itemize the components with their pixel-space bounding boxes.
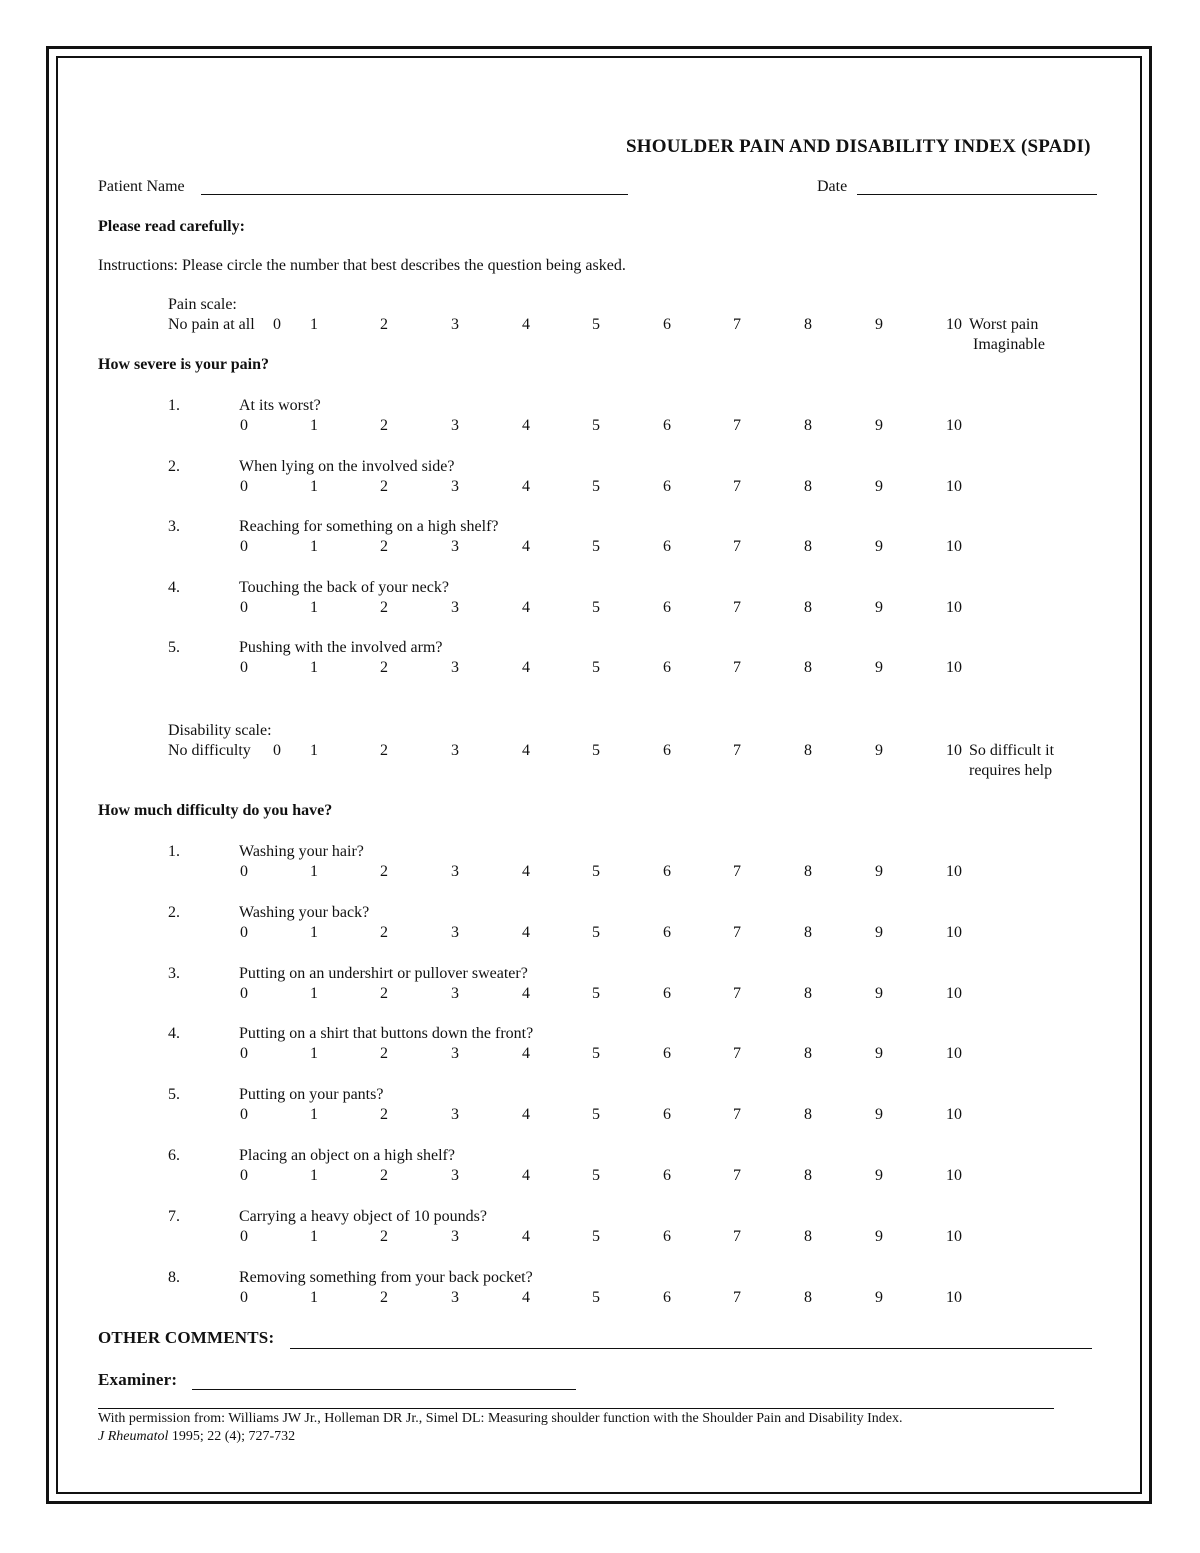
question-text: Washing your back? xyxy=(239,903,370,921)
question-text: Placing an object on a high shelf? xyxy=(239,1147,455,1164)
disability-scale-high-label-2: requires help xyxy=(969,762,1053,779)
pain-q2-option-1[interactable]: 1 xyxy=(310,477,318,495)
disability-q4-option-3[interactable]: 3 xyxy=(451,1045,459,1063)
question-number: 8. xyxy=(168,1268,180,1286)
pain-q3-option-4[interactable]: 4 xyxy=(522,538,530,555)
disability-q8-option-4[interactable]: 4 xyxy=(522,1288,530,1306)
disability-q2-option-2[interactable]: 2 xyxy=(380,923,388,941)
disability-q7-option-3[interactable]: 3 xyxy=(451,1227,459,1245)
disability-q1-option-4[interactable]: 4 xyxy=(522,863,530,880)
question-text: Pushing with the involved arm? xyxy=(239,639,443,656)
disability-q6-option-0[interactable]: 0 xyxy=(240,1167,248,1184)
disability-q1-option-1[interactable]: 1 xyxy=(310,863,318,880)
disability-q4-option-8[interactable]: 8 xyxy=(804,1045,812,1063)
pain-q3-option-0[interactable]: 0 xyxy=(240,538,248,555)
disability-q3-option-6[interactable]: 6 xyxy=(663,984,671,1002)
disability-q1-option-6[interactable]: 6 xyxy=(663,863,671,880)
disability-scale-legend-0: 0 xyxy=(273,742,281,759)
pain-q2-option-8[interactable]: 8 xyxy=(804,477,812,495)
disability-q3-option-2[interactable]: 2 xyxy=(380,984,388,1002)
disability-q4-option-5[interactable]: 5 xyxy=(592,1045,600,1063)
pain-q2-option-7[interactable]: 7 xyxy=(733,477,741,495)
disability-scale-legend-6: 6 xyxy=(663,742,671,759)
disability-q2-option-6[interactable]: 6 xyxy=(663,923,671,941)
disability-q7-option-5[interactable]: 5 xyxy=(592,1227,600,1245)
disability-q5-option-2[interactable]: 2 xyxy=(380,1106,388,1124)
pain-q4-option-8[interactable]: 8 xyxy=(804,598,812,616)
pain-q4-option-10[interactable]: 10 xyxy=(946,598,962,616)
question-number: 5. xyxy=(168,1086,180,1104)
disability-q3-option-8[interactable]: 8 xyxy=(804,984,812,1002)
disability-q3-option-1[interactable]: 1 xyxy=(310,984,318,1002)
disability-q3-option-0[interactable]: 0 xyxy=(240,984,248,1002)
disability-q5-option-1[interactable]: 1 xyxy=(310,1106,318,1124)
question-number: 6. xyxy=(168,1147,180,1164)
pain-scale-legend-3: 3 xyxy=(451,316,459,333)
form-title: SHOULDER PAIN AND DISABILITY INDEX (SPADI) xyxy=(626,136,1091,157)
pain-q5-option-0[interactable]: 0 xyxy=(240,659,248,676)
pain-q4-option-9[interactable]: 9 xyxy=(875,598,883,616)
pain-scale-legend-0: 0 xyxy=(273,316,281,333)
disability-q8-option-8[interactable]: 8 xyxy=(804,1288,812,1306)
disability-scale-legend-4: 4 xyxy=(522,742,530,759)
citation-details: 1995; 22 (4); 727-732 xyxy=(168,1429,296,1444)
pain-q4-option-1[interactable]: 1 xyxy=(310,598,318,616)
instructions-text: Instructions: Please circle the number that best describes the question being asked. xyxy=(98,257,626,274)
pain-q1-option-0[interactable]: 0 xyxy=(240,417,248,434)
question-text: At its worst? xyxy=(239,397,321,414)
question-number: 1. xyxy=(168,397,180,414)
citation-divider xyxy=(98,1408,1054,1409)
question-number: 7. xyxy=(168,1207,180,1225)
pain-q1-option-6[interactable]: 6 xyxy=(663,417,671,434)
pain-q4-option-7[interactable]: 7 xyxy=(733,598,741,616)
pain-q2-option-3[interactable]: 3 xyxy=(451,477,459,495)
pain-q3-option-6[interactable]: 6 xyxy=(663,538,671,555)
question-text: Removing something from your back pocket? xyxy=(239,1268,533,1286)
question-number: 2. xyxy=(168,457,180,475)
pain-q4-option-6[interactable]: 6 xyxy=(663,598,671,616)
disability-q5-option-9[interactable]: 9 xyxy=(875,1106,883,1124)
disability-q7-option-2[interactable]: 2 xyxy=(380,1227,388,1245)
pain-scale-low-label: No pain at all xyxy=(168,316,255,333)
disability-q7-option-0[interactable]: 0 xyxy=(240,1227,248,1245)
disability-q2-option-0[interactable]: 0 xyxy=(240,923,248,941)
question-text: Reaching for something on a high shelf? xyxy=(239,518,499,535)
disability-q6-option-9[interactable]: 9 xyxy=(875,1167,883,1184)
question-text: Washing your hair? xyxy=(239,843,364,860)
disability-q3-option-7[interactable]: 7 xyxy=(733,984,741,1002)
disability-q3-option-4[interactable]: 4 xyxy=(522,984,530,1002)
other-comments-label: OTHER COMMENTS: xyxy=(98,1328,275,1347)
pain-q1-option-9[interactable]: 9 xyxy=(875,417,883,434)
pain-q3-option-3[interactable]: 3 xyxy=(451,538,459,555)
patient-name-label: Patient Name xyxy=(98,178,185,195)
question-text: Touching the back of your neck? xyxy=(239,578,449,596)
disability-q1-option-0[interactable]: 0 xyxy=(240,863,248,880)
disability-q6-option-7[interactable]: 7 xyxy=(733,1167,741,1184)
disability-q2-option-7[interactable]: 7 xyxy=(733,923,741,941)
pain-q3-option-9[interactable]: 9 xyxy=(875,538,883,555)
citation-line-2 xyxy=(98,1429,295,1445)
disability-q7-option-4[interactable]: 4 xyxy=(522,1227,530,1245)
pain-scale-legend-4: 4 xyxy=(522,316,530,333)
pain-q1-option-1[interactable]: 1 xyxy=(310,417,318,434)
disability-q2-option-9[interactable]: 9 xyxy=(875,923,883,941)
disability-q6-option-1[interactable]: 1 xyxy=(310,1167,318,1184)
pain-q4-option-0[interactable]: 0 xyxy=(240,598,248,616)
disability-q8-option-5[interactable]: 5 xyxy=(592,1288,600,1306)
disability-q7-option-9[interactable]: 9 xyxy=(875,1227,883,1245)
disability-q6-option-2[interactable]: 2 xyxy=(380,1167,388,1184)
disability-q6-option-4[interactable]: 4 xyxy=(522,1167,530,1184)
pain-q4-option-3[interactable]: 3 xyxy=(451,598,459,616)
disability-q5-option-10[interactable]: 10 xyxy=(946,1106,962,1124)
question-number: 2. xyxy=(168,903,180,921)
pain-q2-option-0[interactable]: 0 xyxy=(240,477,248,495)
date-label: Date xyxy=(817,178,848,195)
disability-q5-option-0[interactable]: 0 xyxy=(240,1106,248,1124)
disability-q1-option-10[interactable]: 10 xyxy=(946,863,962,880)
question-text: Putting on a shirt that buttons down the front? xyxy=(239,1025,534,1043)
pain-q5-option-3[interactable]: 3 xyxy=(451,659,459,676)
pain-q3-option-7[interactable]: 7 xyxy=(733,538,741,555)
pain-q2-option-2[interactable]: 2 xyxy=(380,477,388,495)
question-text: Putting on an undershirt or pullover sweater? xyxy=(239,964,528,982)
disability-q3-option-10[interactable]: 10 xyxy=(946,984,962,1002)
question-number: 1. xyxy=(168,843,180,860)
pain-q3-option-10[interactable]: 10 xyxy=(946,538,962,555)
disability-q8-option-2[interactable]: 2 xyxy=(380,1288,388,1306)
pain-section-heading: How severe is your pain? xyxy=(98,356,269,373)
question-number: 4. xyxy=(168,1025,180,1043)
pain-q5-option-2[interactable]: 2 xyxy=(380,659,388,676)
pain-q1-option-8[interactable]: 8 xyxy=(804,417,812,434)
pain-q5-option-1[interactable]: 1 xyxy=(310,659,318,676)
patient-name-field[interactable] xyxy=(201,194,628,195)
disability-q4-option-2[interactable]: 2 xyxy=(380,1045,388,1063)
pain-q5-option-4[interactable]: 4 xyxy=(522,659,530,676)
disability-scale-legend-3: 3 xyxy=(451,742,459,759)
pain-q4-option-2[interactable]: 2 xyxy=(380,598,388,616)
disability-q6-option-6[interactable]: 6 xyxy=(663,1167,671,1184)
disability-q5-option-6[interactable]: 6 xyxy=(663,1106,671,1124)
disability-q4-option-7[interactable]: 7 xyxy=(733,1045,741,1063)
pain-scale-legend-6: 6 xyxy=(663,316,671,333)
disability-scale-legend-8: 8 xyxy=(804,742,812,759)
pain-scale-high-label-2: Imaginable xyxy=(973,336,1045,353)
pain-q3-option-8[interactable]: 8 xyxy=(804,538,812,555)
disability-q6-option-10[interactable]: 10 xyxy=(946,1167,962,1184)
pain-q5-option-5[interactable]: 5 xyxy=(592,659,600,676)
pain-q5-option-7[interactable]: 7 xyxy=(733,659,741,676)
disability-q1-option-7[interactable]: 7 xyxy=(733,863,741,880)
pain-scale-legend-8: 8 xyxy=(804,316,812,333)
pain-q5-option-8[interactable]: 8 xyxy=(804,659,812,676)
disability-scale-legend-2: 2 xyxy=(380,742,388,759)
citation-journal: J Rheumatol xyxy=(98,1429,169,1444)
disability-scale-legend-7: 7 xyxy=(733,742,741,759)
disability-q4-option-9[interactable]: 9 xyxy=(875,1045,883,1063)
disability-q4-option-6[interactable]: 6 xyxy=(663,1045,671,1063)
pain-q2-option-6[interactable]: 6 xyxy=(663,477,671,495)
pain-q2-option-4[interactable]: 4 xyxy=(522,477,530,495)
question-number: 5. xyxy=(168,639,180,656)
disability-q5-option-3[interactable]: 3 xyxy=(451,1106,459,1124)
disability-q4-option-4[interactable]: 4 xyxy=(522,1045,530,1063)
disability-q1-option-8[interactable]: 8 xyxy=(804,863,812,880)
pain-q1-option-3[interactable]: 3 xyxy=(451,417,459,434)
read-carefully-heading: Please read carefully: xyxy=(98,218,245,235)
pain-q1-option-2[interactable]: 2 xyxy=(380,417,388,434)
question-text: Carrying a heavy object of 10 pounds? xyxy=(239,1207,487,1225)
disability-scale-legend-9: 9 xyxy=(875,742,883,759)
pain-scale-legend-1: 1 xyxy=(310,316,318,333)
disability-q4-option-10[interactable]: 10 xyxy=(946,1045,962,1063)
disability-scale-legend-10: 10 xyxy=(946,742,962,759)
pain-scale-legend-7: 7 xyxy=(733,316,741,333)
disability-q8-option-6[interactable]: 6 xyxy=(663,1288,671,1306)
question-number: 3. xyxy=(168,964,180,982)
question-text: Putting on your pants? xyxy=(239,1086,384,1104)
disability-q2-option-5[interactable]: 5 xyxy=(592,923,600,941)
pain-q3-option-5[interactable]: 5 xyxy=(592,538,600,555)
disability-q8-option-9[interactable]: 9 xyxy=(875,1288,883,1306)
pain-scale-legend-5: 5 xyxy=(592,316,600,333)
pain-q4-option-4[interactable]: 4 xyxy=(522,598,530,616)
disability-scale-title: Disability scale: xyxy=(168,722,272,739)
pain-q2-option-10[interactable]: 10 xyxy=(946,477,962,495)
disability-q7-option-6[interactable]: 6 xyxy=(663,1227,671,1245)
disability-q3-option-9[interactable]: 9 xyxy=(875,984,883,1002)
disability-scale-legend-5: 5 xyxy=(592,742,600,759)
disability-q1-option-5[interactable]: 5 xyxy=(592,863,600,880)
question-number: 3. xyxy=(168,518,180,535)
disability-q8-option-3[interactable]: 3 xyxy=(451,1288,459,1306)
disability-q5-option-4[interactable]: 4 xyxy=(522,1106,530,1124)
pain-scale-high-label: Worst pain xyxy=(969,316,1039,333)
pain-q1-option-10[interactable]: 10 xyxy=(946,417,962,434)
pain-q4-option-5[interactable]: 5 xyxy=(592,598,600,616)
question-text: When lying on the involved side? xyxy=(239,457,455,475)
pain-q5-option-10[interactable]: 10 xyxy=(946,659,962,676)
disability-q7-option-8[interactable]: 8 xyxy=(804,1227,812,1245)
pain-q1-option-5[interactable]: 5 xyxy=(592,417,600,434)
disability-q8-option-7[interactable]: 7 xyxy=(733,1288,741,1306)
pain-q1-option-7[interactable]: 7 xyxy=(733,417,741,434)
citation-line-1: With permission from: Williams JW Jr., Holleman DR Jr., Simel DL: Measuring shoulder function with the Shoulder Pain and Disability Index. xyxy=(98,1411,903,1426)
pain-q3-option-2[interactable]: 2 xyxy=(380,538,388,555)
disability-q8-option-0[interactable]: 0 xyxy=(240,1288,248,1306)
disability-q5-option-5[interactable]: 5 xyxy=(592,1106,600,1124)
disability-q5-option-8[interactable]: 8 xyxy=(804,1106,812,1124)
disability-q5-option-7[interactable]: 7 xyxy=(733,1106,741,1124)
disability-q1-option-3[interactable]: 3 xyxy=(451,863,459,880)
examiner-label: Examiner: xyxy=(98,1370,178,1389)
pain-scale-title: Pain scale: xyxy=(168,296,237,313)
other-comments-field[interactable] xyxy=(290,1348,1092,1349)
pain-q5-option-9[interactable]: 9 xyxy=(875,659,883,676)
disability-q7-option-7[interactable]: 7 xyxy=(733,1227,741,1245)
disability-q3-option-3[interactable]: 3 xyxy=(451,984,459,1002)
pain-q2-option-5[interactable]: 5 xyxy=(592,477,600,495)
disability-q1-option-9[interactable]: 9 xyxy=(875,863,883,880)
disability-q6-option-3[interactable]: 3 xyxy=(451,1167,459,1184)
disability-q7-option-1[interactable]: 1 xyxy=(310,1227,318,1245)
disability-scale-legend-1: 1 xyxy=(310,742,318,759)
disability-q3-option-5[interactable]: 5 xyxy=(592,984,600,1002)
date-field[interactable] xyxy=(857,194,1097,195)
disability-q7-option-10[interactable]: 10 xyxy=(946,1227,962,1245)
disability-scale-low-label: No difficulty xyxy=(168,742,251,759)
disability-q2-option-10[interactable]: 10 xyxy=(946,923,962,941)
disability-q8-option-10[interactable]: 10 xyxy=(946,1288,962,1306)
disability-q1-option-2[interactable]: 2 xyxy=(380,863,388,880)
pain-q3-option-1[interactable]: 1 xyxy=(310,538,318,555)
pain-scale-legend-9: 9 xyxy=(875,316,883,333)
disability-q2-option-8[interactable]: 8 xyxy=(804,923,812,941)
disability-q4-option-1[interactable]: 1 xyxy=(310,1045,318,1063)
disability-q4-option-0[interactable]: 0 xyxy=(240,1045,248,1063)
disability-q2-option-4[interactable]: 4 xyxy=(522,923,530,941)
pain-q5-option-6[interactable]: 6 xyxy=(663,659,671,676)
disability-q2-option-1[interactable]: 1 xyxy=(310,923,318,941)
disability-q6-option-8[interactable]: 8 xyxy=(804,1167,812,1184)
disability-q6-option-5[interactable]: 5 xyxy=(592,1167,600,1184)
pain-scale-legend-2: 2 xyxy=(380,316,388,333)
disability-section-heading: How much difficulty do you have? xyxy=(98,802,333,819)
disability-q8-option-1[interactable]: 1 xyxy=(310,1288,318,1306)
examiner-field[interactable] xyxy=(192,1389,576,1390)
disability-q2-option-3[interactable]: 3 xyxy=(451,923,459,941)
disability-scale-high-label: So difficult it xyxy=(969,742,1055,759)
pain-scale-legend-10: 10 xyxy=(946,316,962,333)
pain-q2-option-9[interactable]: 9 xyxy=(875,477,883,495)
pain-q1-option-4[interactable]: 4 xyxy=(522,417,530,434)
question-number: 4. xyxy=(168,578,180,596)
